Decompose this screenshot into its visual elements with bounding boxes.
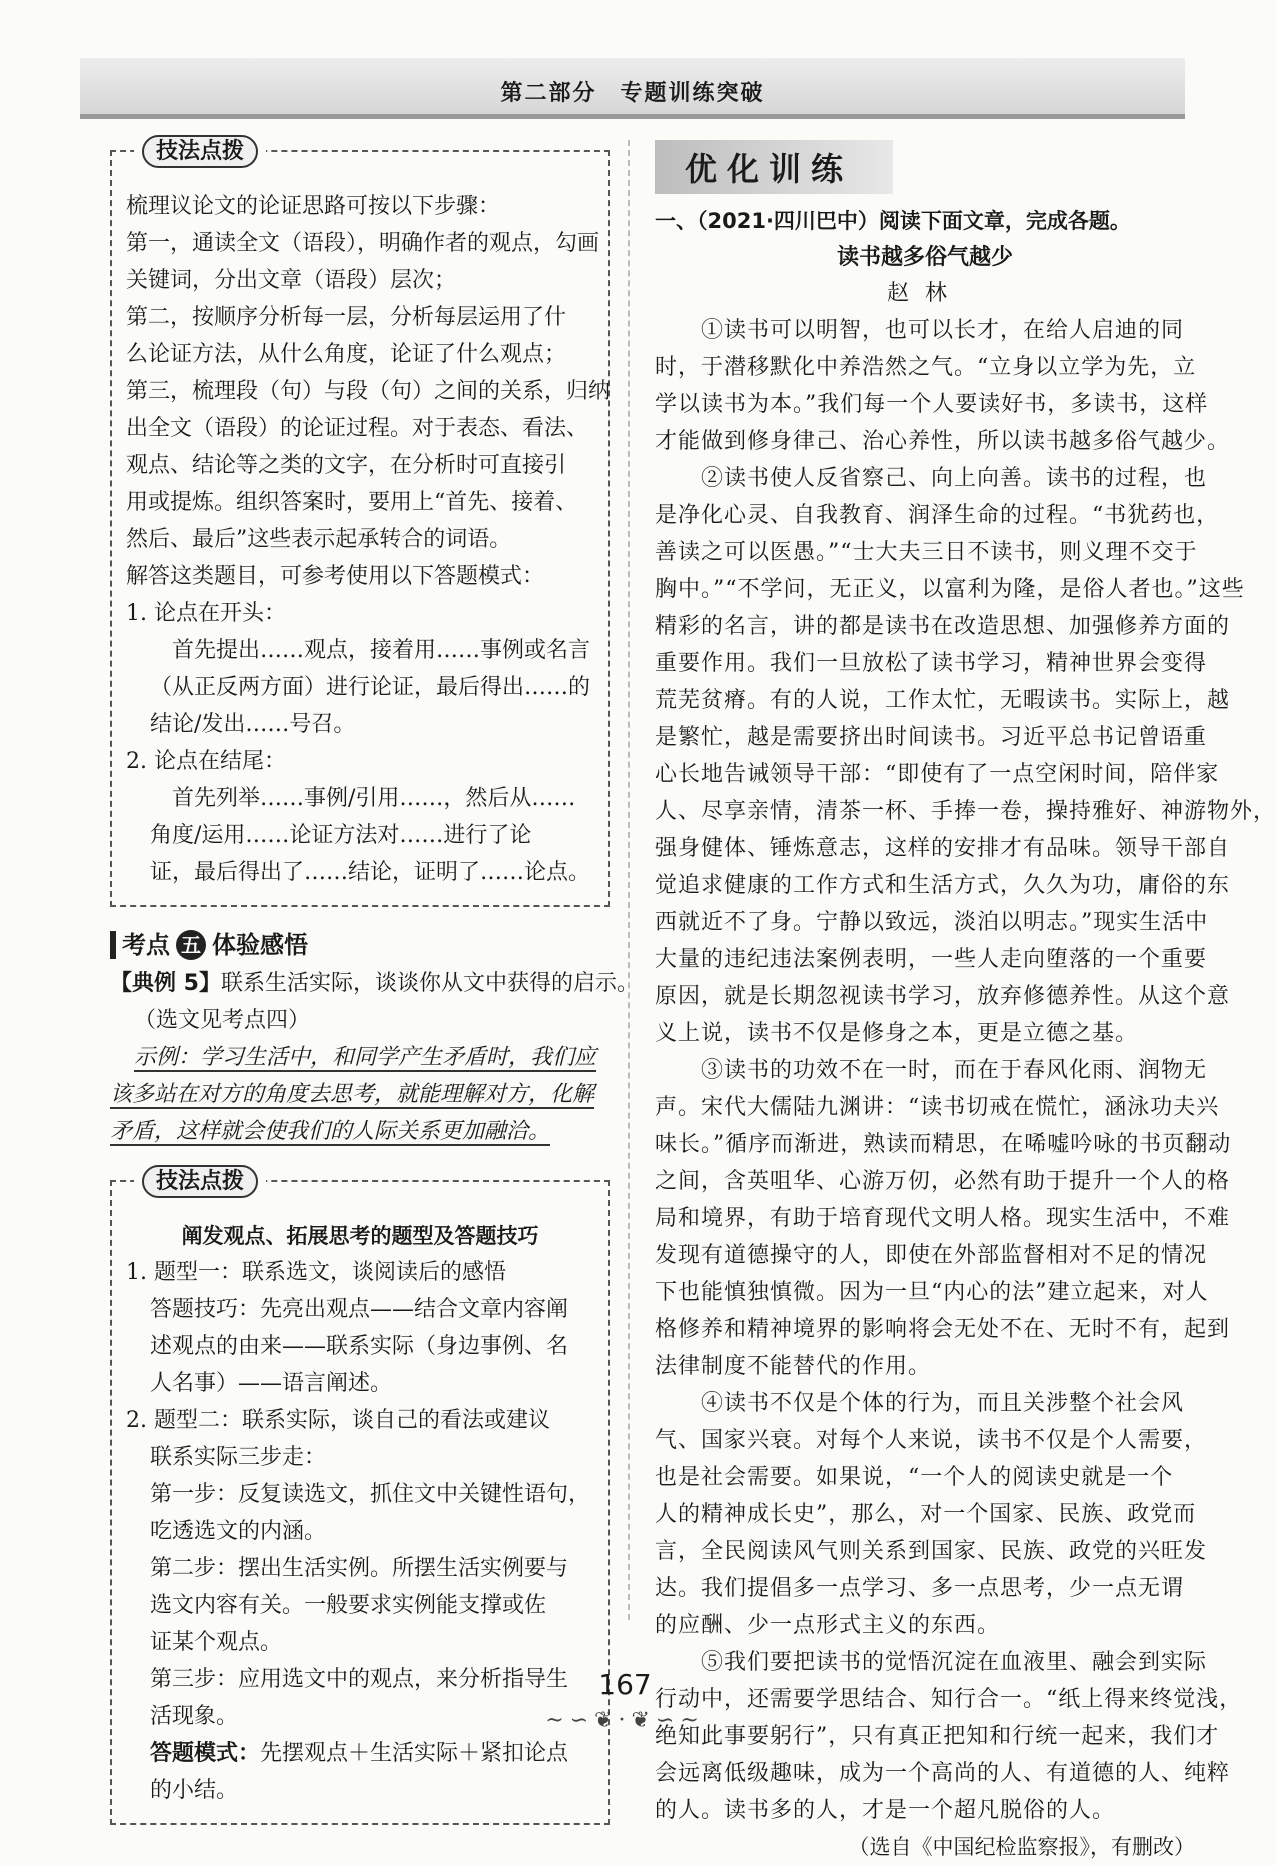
text-line: 答题技巧：先亮出观点——结合文章内容阐 [150,1297,569,1322]
text-line: 达。我们提倡多一点学习、多一点思考，少一点无谓 [655,1576,1185,1601]
text-line: 绝知此事要躬行”，只有真正把知和行统一起来，我们才 [655,1724,1220,1749]
text-line: ②读书使人反省察己、向上向善。读书的过程，也 [701,466,1208,491]
tips-tag-1: 技法点拨 [134,134,266,165]
article-author: 赵林 [886,281,963,306]
text-line: 精彩的名言，讲的都是读书在改造思想、加强修养方面的 [655,614,1231,639]
text-line: 观点、结论等之类的文字，在分析时可直接引 [126,453,567,478]
text-line: 西就近不了身。宁静以致远，淡泊以明志。”现实生活中 [655,910,1209,935]
text-line: 第一步：反复读选文，抓住文中关键性语句， [150,1482,591,1507]
paragraph-2 [655,460,1276,1052]
text-line: 选文内容有关。一般要求实例能支撑或佐 [150,1593,547,1618]
text-line: 第一，通读全文（语段），明确作者的观点，勾画 [126,231,600,256]
text-line: 行动中，还需要学思结合、知行合一。“纸上得来终觉浅， [655,1687,1243,1712]
paragraph-4 [655,1385,1208,1644]
item-label: 1. 论点在开头： [126,601,286,626]
tips-box-1 [110,139,611,907]
column-divider [628,140,630,1620]
text-line: 荒芜贫瘠。有的人说，工作太忙，无暇读书。实际上，越 [655,688,1231,713]
text-line: 结论/发出……号召。 [150,712,356,737]
text-line: 原因，就是长期忽视读书学习，放弃修德养性。从这个意 [655,984,1231,1009]
text-line: 出全文（语段）的论证过程。对于表态、看法、 [126,416,589,441]
mode-label: 答题模式： [150,1741,261,1766]
text-line: 善读之可以医愚。”“士大夫三日不读书，则义理不交于 [655,540,1198,565]
text-line: 下也能慎独慎微。因为一旦“内心的法”建立起来，对人 [655,1280,1209,1305]
text-line: ①读书可以明智，也可以长才，在给人启迪的同 [701,318,1185,343]
text-line: 人的精神成长史”，那么，对一个国家、民族、政党而 [655,1502,1197,1527]
text-line: （从正反两方面）进行论证，最后得出……的 [150,675,591,700]
text-line: 发现有道德操守的人，即使在外部监督相对不足的情况 [655,1243,1208,1268]
text-line: 味长。”循序而渐进，熟读而精思，在唏嘘吟咏的书页翻动 [655,1132,1232,1157]
example-note: （选文见考点四） [134,1008,311,1033]
article-source: （选自《中国纪检监察报》，有删改） [848,1835,1195,1859]
text-line: ③读书的功效不在一时，而在于春风化雨、润物无 [701,1058,1208,1083]
text-line: 强身健体、锤炼意志，这样的安排才有品味。领导干部自 [655,836,1231,861]
answer-line: 矛盾，这样就会使我们的人际关系更加融洽。 [110,1119,551,1144]
text-line: 胸中。”“不学问，无正义，以富利为隆，是俗人者也。”这些 [655,577,1245,602]
text-line: 角度/运用……论证方法对……进行了论 [150,823,532,848]
text-line: 格修养和精神境界的影响将会无处不在、无时不有，起到 [655,1317,1231,1342]
mode-text: 先摆观点＋生活实际＋紧扣论点 [260,1741,569,1766]
text-line: 声。宋代大儒陆九渊讲：“读书切戒在慌忙，涵泳功夫兴 [655,1095,1220,1120]
text-line: 人名事）——语言阐述。 [150,1371,393,1396]
text-line: 第三步：应用选文中的观点，来分析指导生 [150,1667,569,1692]
question-intro: 一、（2021·四川巴中）阅读下面文章，完成各题。 [655,209,1131,233]
text-line: 首先列举……事例/引用……，然后从…… [172,786,576,811]
tips-tag-2: 技法点拨 [134,1164,266,1195]
example-question: 联系生活实际，谈谈你从文中获得的启示。 [220,971,639,996]
text-line: 证，最后得出了……结论，证明了……论点。 [150,860,591,885]
item-label: 2. 题型二：联系实际，谈自己的看法或建议 [126,1408,550,1433]
text-line: 也是社会需要。如果说，“一个人的阅读史就是一个 [655,1465,1174,1490]
practice-title: 优化训练 [655,140,893,194]
text-line: 会远离低级趣味，成为一个高尚的人、有道德的人、纯粹 [655,1761,1231,1786]
text-line: 法律制度不能替代的作用。 [655,1354,932,1379]
page-number: 167 [598,1668,652,1701]
text-line: 关键词，分出文章（语段）层次； [126,268,457,293]
text-line: 局和境界，有助于培育现代文明人格。现实生活中，不难 [655,1206,1231,1231]
text-line: 么论证方法，从什么角度，论证了什么观点； [126,342,567,367]
text-line: 第二步：摆出生活实例。所摆生活实例要与 [150,1556,569,1581]
text-line: 吃透选文的内涵。 [150,1519,327,1544]
paragraph-3 [655,1052,1232,1385]
text-line: 大量的违纪违法案例表明，一些人走向堕落的一个重要 [655,947,1208,972]
section-title: 体验感悟 [212,931,308,959]
text-line: 然后、最后”这些表示起承转合的词语。 [126,527,512,552]
item-label: 2. 论点在结尾： [126,749,286,774]
text-line: 梳理议论文的论证思路可按以下步骤： [126,194,501,219]
text-line: 述观点的由来——联系实际（身边事例、名 [150,1334,569,1359]
item-label: 1. 题型一：联系选文，谈阅读后的感悟 [126,1260,506,1285]
header-bar [80,58,1185,119]
text-line: 觉追求健康的工作方式和生活方式，久久为功，庸俗的东 [655,873,1231,898]
section-bar-icon [110,931,116,959]
header-title: 第二部分 专题训练突破 [500,81,765,106]
text-line: 用或提炼。组织答案时，要用上“首先、接着、 [126,490,578,515]
text-line: 第三，梳理段（句）与段（句）之间的关系，归纳 [126,379,611,404]
tips-box-2-heading: 阐发观点、拓展思考的题型及答题技巧 [181,1224,539,1248]
text-line: 时，于潜移默化中养浩然之气。“立身以立学为先，立 [655,355,1197,380]
text-line: 学以读书为本。”我们每一个人要读好书，多读书，这样 [655,392,1209,417]
article-title: 读书越多俗气越少 [836,245,1013,270]
text-line: 的小结。 [150,1778,239,1803]
right-column [655,140,1276,1865]
text-line: 证某个观点。 [150,1630,283,1655]
text-line: 联系实际三步走： [150,1445,327,1470]
text-line: 的人。读书多的人，才是一个超凡脱俗的人。 [655,1798,1116,1823]
text-line: 活现象。 [150,1704,239,1729]
text-line: 解答这类题目，可参考使用以下答题模式： [126,564,545,589]
text-line: 首先提出……观点，接着用……事例或名言 [172,638,591,663]
text-line: 心长地告诫领导干部：“即使有了一点空闲时间，陪伴家 [655,762,1220,787]
text-line: ④读书不仅是个体的行为，而且关涉整个社会风 [701,1391,1185,1416]
text-line: 第二，按顺序分析每一层，分析每层运用了什 [126,305,567,330]
text-line: 义上说，读书不仅是修身之本，更是立德之基。 [655,1021,1139,1046]
text-line: 人、尽享亲情，清茶一杯、手捧一卷，操持雅好、神游物外， [655,799,1276,824]
text-line: 是净化心灵、自我教育、润泽生命的过程。“书犹药也， [655,503,1220,528]
example-label: 【典例 5】 [110,971,221,996]
text-line: 才能做到修身律己、治心养性，所以读书越多俗气越少。 [655,429,1231,454]
text-line: 之间，含英咀华、心游万仞，必然有助于提升一个人的格 [655,1169,1231,1194]
text-line: 言，全民阅读风气则关系到国家、民族、政党的兴旺发 [655,1539,1208,1564]
example-5 [110,965,639,1150]
section-number-badge: 五 [176,930,206,960]
section-5-heading [110,925,610,965]
section-prefix: 考点 [122,931,170,959]
text-line: 重要作用。我们一旦放松了读书学习，精神世界会变得 [655,651,1208,676]
text-line: 的应酬、少一点形式主义的东西。 [655,1613,1001,1638]
answer-line: 示例：学习生活中，和同学产生矛盾时，我们应 [134,1045,597,1070]
footer-ornament-icon: ~∽❦·❦∽~ [545,1708,705,1733]
text-line: 气、国家兴衰。对每个人来说，读书不仅是个人需要， [655,1428,1208,1453]
answer-line: 该多站在对方的角度去思考，就能理解对方，化解 [110,1082,595,1107]
tips-box-1-lines [126,188,611,891]
text-line: ⑤我们要把读书的觉悟沉淀在血液里、融会到实际 [701,1650,1208,1675]
text-line: 是繁忙，越是需要挤出时间读书。习近平总书记曾语重 [655,725,1208,750]
paragraph-1 [655,312,1231,460]
